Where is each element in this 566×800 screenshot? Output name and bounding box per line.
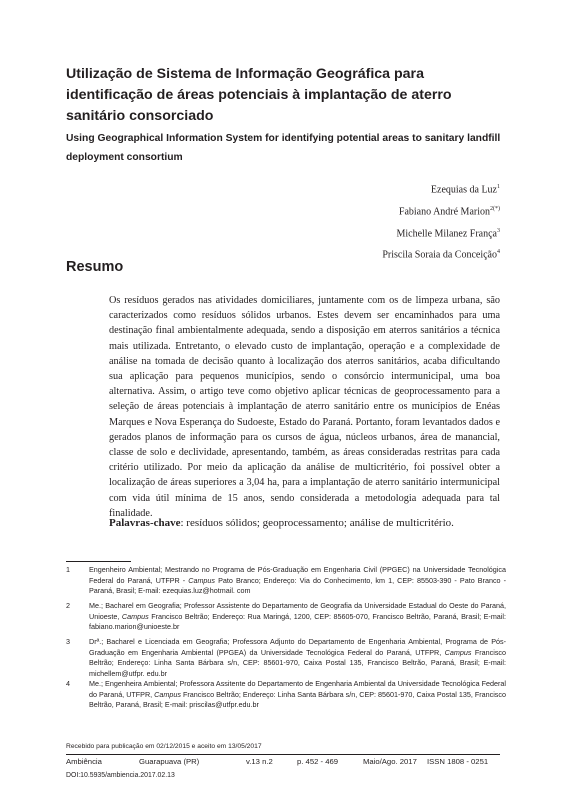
footnote-number: 2 (66, 601, 70, 610)
author-item (382, 222, 500, 244)
author-affiliation-mark: 3 (497, 227, 500, 234)
author-affiliation-mark: 4 (497, 249, 500, 256)
footer-doi: DOI:10.5935/ambiencia.2017.02.13 (66, 772, 175, 779)
author-name: Priscila Soraia da Conceição (382, 249, 497, 261)
keywords-label: Palavras-chave (109, 517, 181, 529)
author-affiliation-mark: 1 (497, 184, 500, 190)
footnote-text: Drª.; Bacharel e Licenciada em Geografia; Professora Adjunto do Departamento de Engenharia Ambiental, Programa de Pós-Graduação em Engenharia Ambiental (PPGEA) da Universidade Tecnológica Federal do Paraná, UTFPR, Campus Francisco Beltrão; Endereço: Linha Santa Bárbara s/n, CEP: 85601-970, Caixa Postal 135, Francisco Beltrão, Paraná, Brasil; E-mail: michellem@utfpr. edu.br (89, 637, 507, 678)
author-item (382, 243, 500, 265)
author-item (382, 178, 500, 200)
author-affiliation-mark: 2(*) (490, 205, 500, 212)
footnote-item (66, 679, 506, 711)
abstract-heading: Resumo (66, 259, 124, 275)
author-name: Michelle Milanez França (396, 227, 497, 239)
footer-place: Guarapuava (PR) (139, 757, 200, 766)
footnote-text: Me.; Bacharel em Geografia; Professor Assistente do Departamento de Geografia da Universidade Estadual do Oeste do Paraná, Unioeste, Campus Francisco Beltrão; Endereço: Rua Maringá, 1200, CEP: 85605-070, Francisco Beltrão, Paraná, Brasil; E-mail: fabiano.marion@unioeste.br (89, 601, 506, 632)
footer-issn: ISSN 1808 - 0251 (427, 757, 489, 766)
author-name: Ezequias da Luz (430, 184, 497, 196)
footer-volume: v.13 n.2 (246, 757, 273, 766)
footer-pages: p. 452 - 469 (297, 757, 339, 766)
footnote-item (66, 637, 506, 679)
received-date: Recebido para publicação em 02/12/2015 e aceito em 13/05/2017 (66, 743, 262, 750)
abstract-text: Os resíduos gerados nas atividades domiciliares, juntamente com os de limpeza urbana, são caracterizados como resíduos sólidos urbanos. Estes devem ser encaminhados para uma destinação final ambientalmente adequada, sendo a disposição em aterros sanitários a técnica mais utilizada. Entretanto, o elevado custo de implantação, operação e a complexidade de análise na tomada de decisão quanto à localização dos aterros sanitários, acaba dificultando sua aplicação para pequenos municípios, sendo o consórcio intermunicipal, uma boa alternativa. Assim, o artigo teve como objetivo aplicar técnicas de geoprocessamento para a seleção de áreas potenciais à implantação de aterro sanitário entre os municípios de Enéas Marques e Nova Esperança do Sudoeste, Estado do Paraná. Portanto, foram levantados dados e gerados planos de informação para os cursos de água, núcleos urbanos, área de manancial, classe de solo e declividade, apresentando, também, as áreas consideradas restritas para cada critério utilizado. Por meio da aplicação da análise de multicritério, foi possível obter a localização de áreas superiores a 3,04 ha, para a implantação de aterro sanitário intermunicipal com vida útil mínima de 15 anos, sendo considerada a metodologia adequada para tal finalidade. (109, 295, 500, 519)
keywords-text: : resíduos sólidos; geoprocessamento; análise de multicritério. (180, 517, 454, 529)
footer-journal: Ambiência (66, 757, 102, 766)
footnote-text: Engenheiro Ambiental; Mestrando no Programa de Pós-Graduação em Engenharia Civil (PPGEC) na Universidade Tecnológica Federal do Paraná, UTFPR - Campus Pato Branco; Endereço: Via do Conhecimento, km 1, CEP: 85503-390 - Pato Branco - Paraná, Brasil; E-mail: ezequias.luz@hotmail. com (89, 565, 506, 596)
footnote-number: 1 (66, 565, 70, 574)
article-title-portuguese: Utilização de Sistema de Informação Geográfica para identificação de áreas potenciais à implantação de aterro sanitário consorciado (66, 66, 452, 124)
footnote-number: 4 (66, 679, 70, 688)
footnote-number: 3 (66, 637, 70, 646)
author-name: Fabiano André Marion (398, 206, 490, 218)
footer-divider (66, 754, 500, 755)
footnote-item (66, 565, 506, 597)
footer-date: Maio/Ago. 2017 (363, 757, 417, 766)
footnote-item (66, 601, 506, 633)
author-item (382, 200, 500, 222)
footnote-divider (66, 561, 131, 562)
keywords-line (109, 516, 509, 531)
article-title-english: Using Geographical Information System for identifying potential areas to sanitary landfill deployment consortium (66, 133, 501, 163)
footnote-text: Me.; Engenheira Ambiental; Professora Assitente do Departamento de Engenharia Ambiental da Universidade Tecnológica Federal do Paraná, UTFPR, Campus Francisco Beltrão; Endereço: Linha Santa Bárbara s/n, CEP: 85601-970, Caixa Postal 135, Francisco Beltrão, Paraná, Brasil; E-mail: priscilas@utfpr.edu.br (89, 679, 506, 710)
author-list (382, 178, 500, 265)
